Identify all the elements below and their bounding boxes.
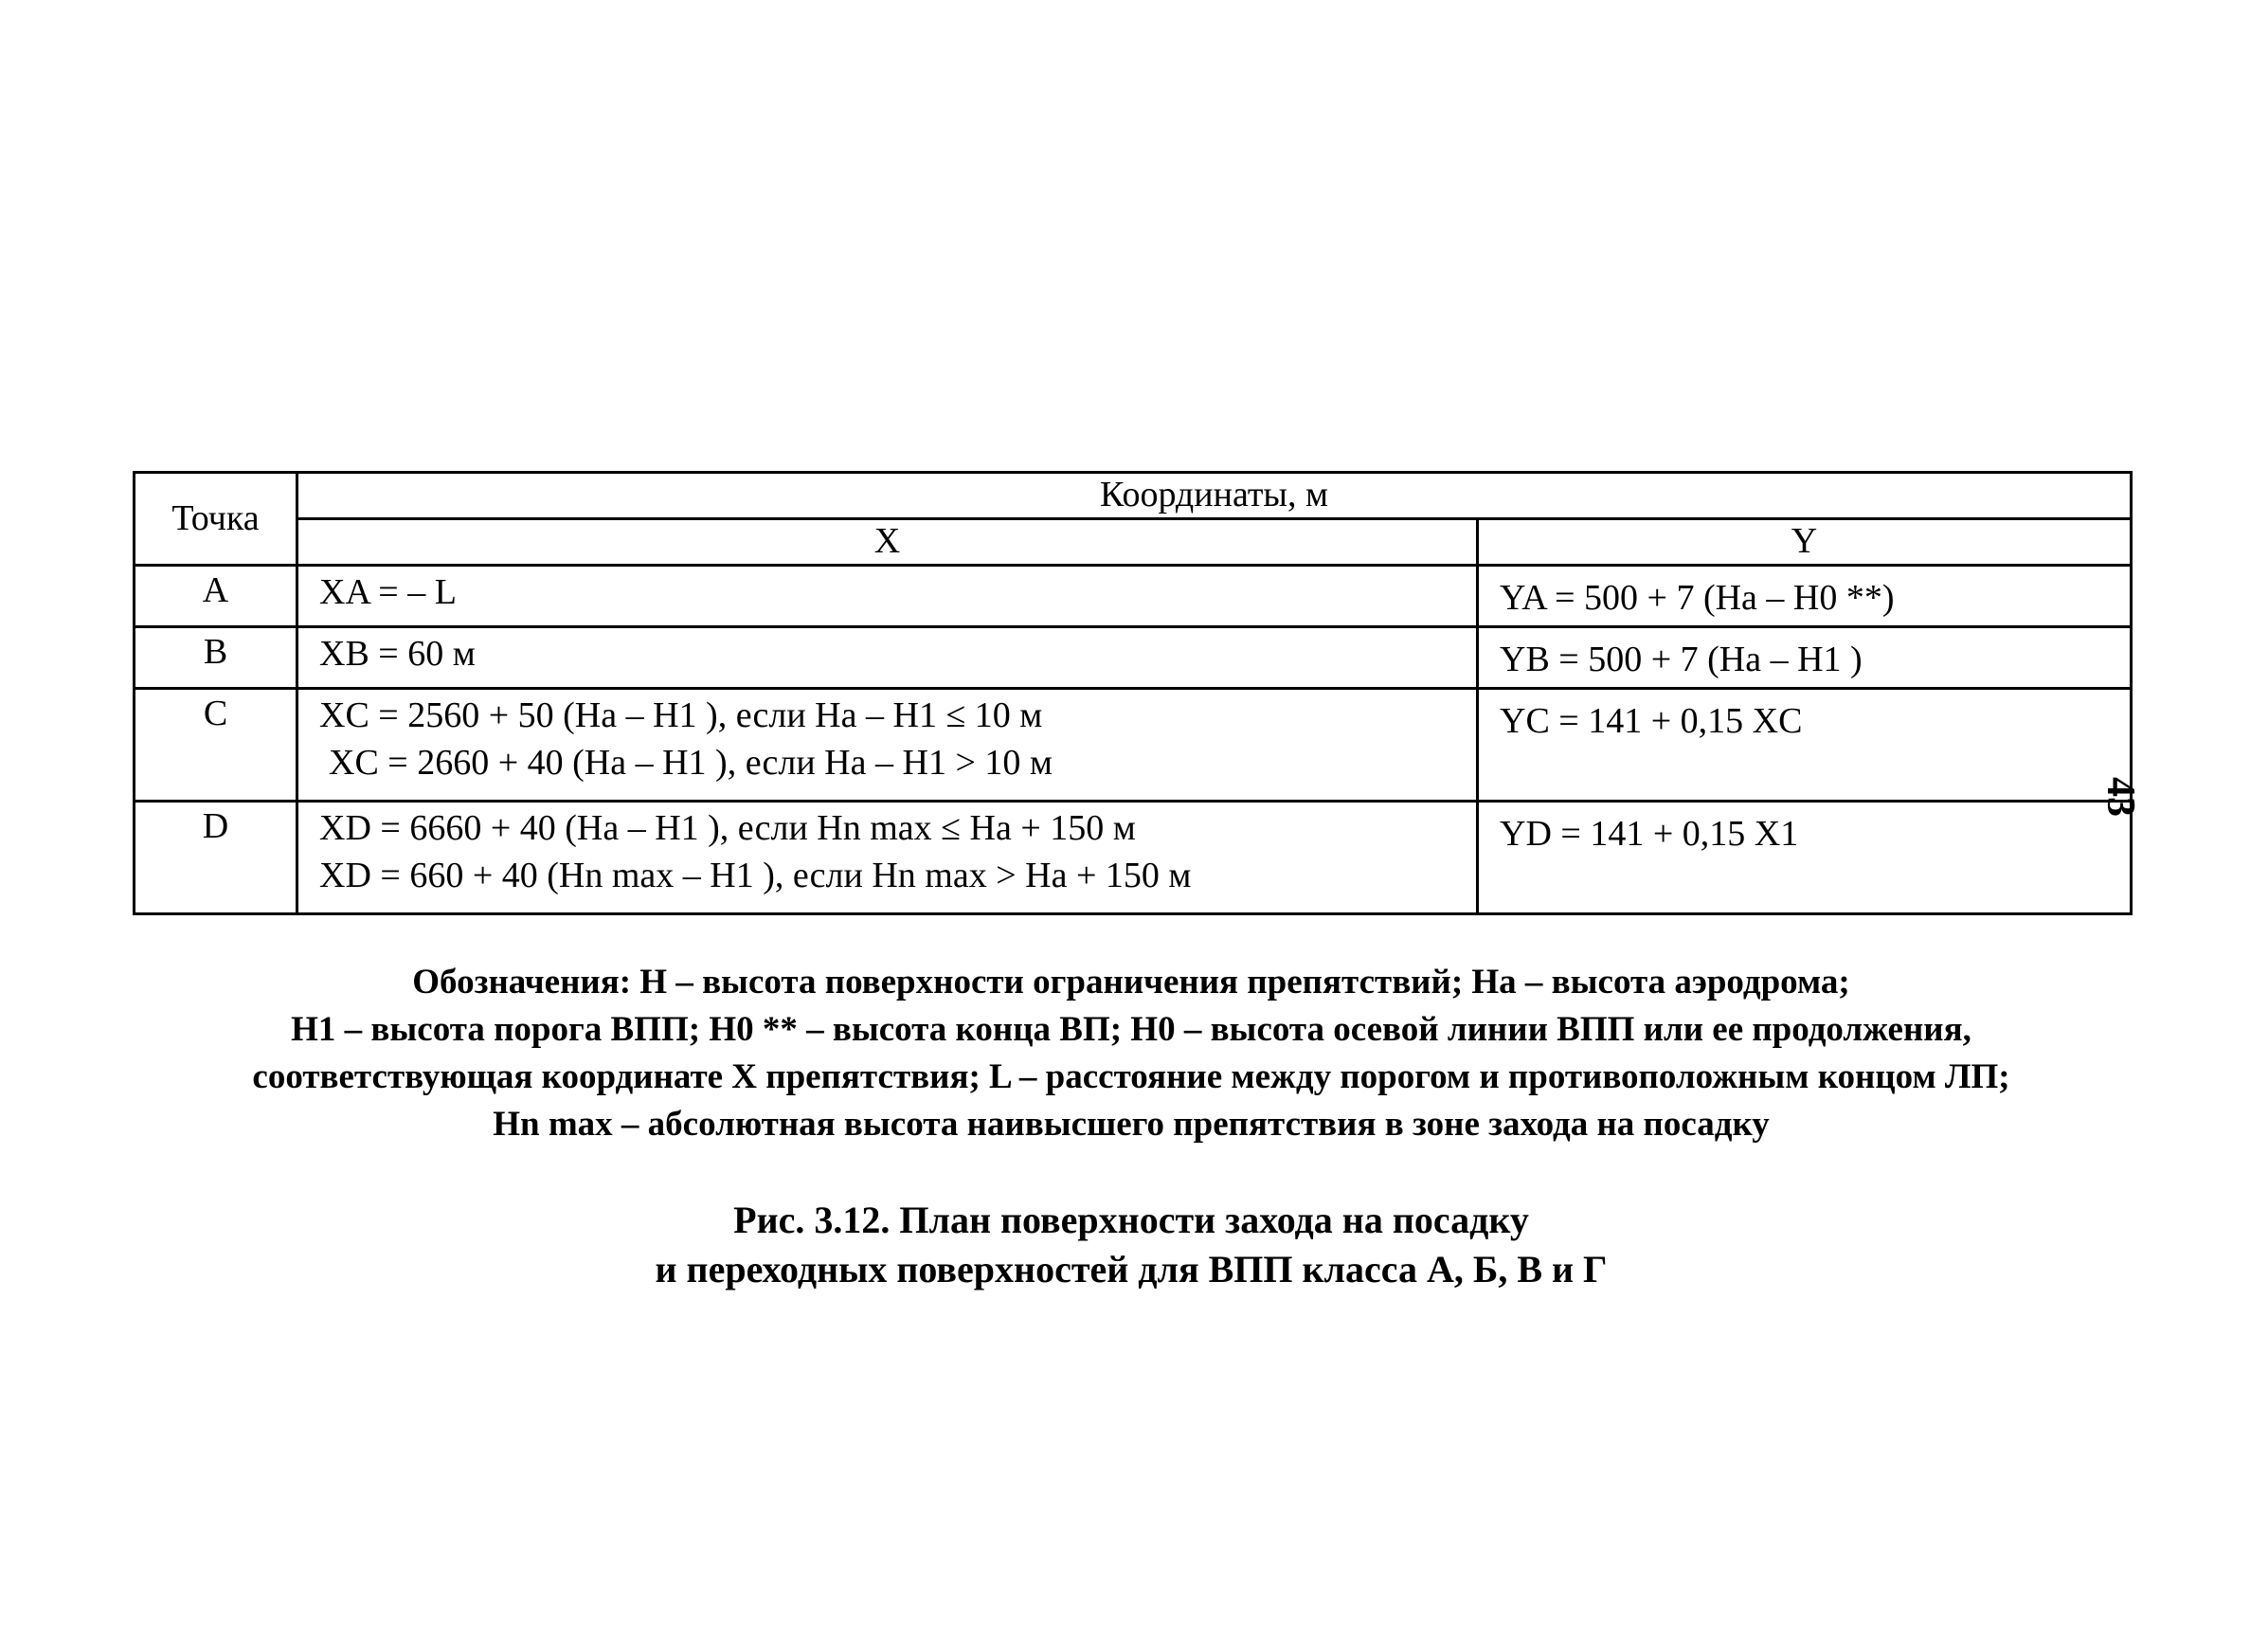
- page-number: 43: [2098, 777, 2142, 817]
- caption-line: Рис. 3.12. План поверхности захода на посадку: [733, 1199, 1529, 1241]
- header-coordinates: Координаты, м: [297, 473, 2132, 519]
- header-point: Точка: [135, 473, 297, 566]
- y-formula: YB = 500 + 7 (Ha – H1 ): [1500, 640, 1863, 679]
- x-formula: XC = 2560 + 50 (Ha – H1 ), если Ha – H1 ≤ 10 м: [319, 695, 1043, 735]
- header-y: Y: [1478, 519, 2132, 566]
- header-x: X: [297, 519, 1478, 566]
- table-row: [135, 802, 2132, 914]
- point-label: C: [135, 689, 297, 802]
- x-formula-cell: [297, 689, 1478, 802]
- table-row: [135, 566, 2132, 627]
- caption-line: и переходных поверхностей для ВПП класса А, Б, В и Г: [655, 1248, 1608, 1290]
- coordinates-table: [133, 471, 2133, 915]
- x-formula-cell: [297, 627, 1478, 689]
- x-formula: XA = – L: [319, 572, 457, 612]
- legend-line: H1 – высота порога ВПП; H0 ** – высота конца ВП; H0 – высота осевой линии ВПП или ее продолжения,: [291, 1010, 1971, 1049]
- legend-line: Hn max – абсолютная высота наивысшего препятствия в зоне захода на посадку: [493, 1105, 1770, 1144]
- y-formula: YD = 141 + 0,15 X1: [1500, 814, 1799, 854]
- x-formula: XD = 6660 + 40 (Ha – H1 ), если Hn max ≤ Ha + 150 м: [319, 808, 1136, 848]
- legend-line: соответствующая координате X препятствия; L – расстояние между порогом и противоположным концом ЛП;: [252, 1057, 2010, 1096]
- x-formula-cell: [297, 566, 1478, 627]
- point-label: D: [135, 802, 297, 914]
- legend-notation: [133, 959, 2130, 1148]
- x-formula: XC = 2660 + 40 (Ha – H1 ), если Ha – H1 > 10 м: [329, 742, 1053, 783]
- table-row: [135, 689, 2132, 802]
- x-formula: XD = 660 + 40 (Hn max – H1 ), если Hn max > Ha + 150 м: [319, 855, 1192, 895]
- x-formula: XB = 60 м: [319, 634, 476, 674]
- point-label: A: [135, 566, 297, 627]
- x-formula-cell: [297, 802, 1478, 914]
- table-row: [135, 627, 2132, 689]
- y-formula-cell: [1478, 566, 2132, 627]
- y-formula: YC = 141 + 0,15 XC: [1500, 701, 1803, 741]
- y-formula-cell: [1478, 802, 2132, 914]
- legend-line: Обозначения: H – высота поверхности ограничения препятствий; Ha – высота аэродрома;: [412, 963, 1850, 1001]
- y-formula-cell: [1478, 627, 2132, 689]
- figure-caption: [133, 1196, 2130, 1294]
- y-formula-cell: [1478, 689, 2132, 802]
- y-formula: YA = 500 + 7 (Ha – H0 **): [1500, 578, 1895, 618]
- point-label: B: [135, 627, 297, 689]
